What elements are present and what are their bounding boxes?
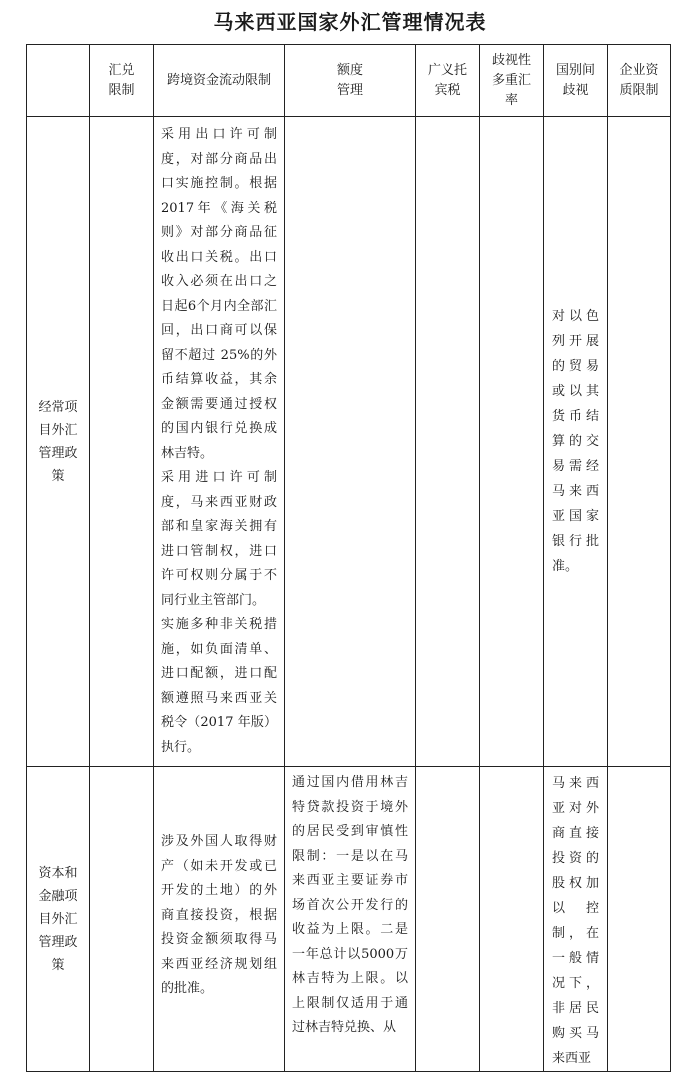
- header-cross-border-flow: [154, 45, 285, 117]
- quota-text: 通过国内借用林吉特贷款投资于境外的居民受到审慎性限制：一是以在马来西亚主要证券市场首次公开发行的收益为上限。二是一年总计以5000万林吉特为上限。以上限制仅适用于通过林吉特兑换、从: [292, 775, 408, 1035]
- text-line: 管理政: [38, 934, 78, 950]
- text-line: 歧视: [562, 82, 589, 98]
- text-line: 目外汇: [38, 911, 78, 927]
- cell-quota-management: [285, 767, 416, 1072]
- header-country-discrimination: [544, 45, 608, 117]
- text-line: 宾税: [434, 82, 461, 98]
- header-enterprise-qualification: [608, 45, 671, 117]
- text-line: 管理: [336, 82, 363, 98]
- cell-multiple-rates: [480, 117, 544, 767]
- forex-policy-table: [26, 44, 671, 1072]
- text-line: 管理政: [38, 445, 78, 461]
- cell-enterprise-qualification: [608, 117, 671, 767]
- text-line: 质限制: [619, 82, 659, 98]
- paragraph-non-tariff: 实施多种非关税措施，如负面清单、进口配额，进口配额遵照马来西亚关税令（2017 年版）执行。: [161, 617, 277, 755]
- text-line: 限制: [108, 82, 135, 98]
- text-line: 跨境资金流动限制: [166, 72, 271, 88]
- header-tobin-tax: [416, 45, 480, 117]
- text-line: 策: [51, 957, 65, 973]
- row-category: [27, 117, 90, 767]
- header-exchange-restriction: [90, 45, 154, 117]
- header-multiple-rates: [480, 45, 544, 117]
- text-line: 经常项: [38, 399, 78, 415]
- text-line: 率: [504, 92, 518, 108]
- cell-exchange-restriction: [90, 117, 154, 767]
- paragraph-export-control: 采用出口许可制度，对部分商品出口实施控制。根据2017年《海关税则》对部分商品征收出口关税。出口收入必须在出口之日起6个月内全部汇回，出口商可以保留不超过 25%的外币结算收益，其余金额需要通过授权的国内银行兑换成林吉特。: [161, 127, 277, 461]
- text-line: 多重汇: [491, 72, 531, 88]
- cell-country-discrimination: [544, 767, 608, 1072]
- cell-multiple-rates: [480, 767, 544, 1072]
- text-line: 资本和: [38, 865, 78, 881]
- text-line: 金融项: [38, 888, 78, 904]
- header-quota-management: [285, 45, 416, 117]
- cell-quota-management: [285, 117, 416, 767]
- table-row-capital-account: [27, 767, 671, 1072]
- text-line: 额度: [336, 62, 363, 78]
- header-empty: [27, 45, 90, 117]
- page-title: 马来西亚国家外汇管理情况表: [213, 10, 487, 34]
- text-line: 国别间: [555, 62, 595, 78]
- row-category: [27, 767, 90, 1072]
- cell-country-discrimination: [544, 117, 608, 767]
- cell-tobin-tax: [416, 767, 480, 1072]
- cell-tobin-tax: [416, 117, 480, 767]
- cell-cross-border-flow: [154, 117, 285, 767]
- paragraph-import-license: 采用进口许可制度，马来西亚财政部和皇家海关拥有进口管制权，进口许可权则分属于不同行业主管部门。: [161, 470, 277, 608]
- table-header-row: [27, 45, 671, 117]
- text-line: 目外汇: [38, 422, 78, 438]
- text-line: 广义托: [427, 62, 467, 78]
- cell-enterprise-qualification: [608, 767, 671, 1072]
- cell-exchange-restriction: [90, 767, 154, 1072]
- text-line: 汇兑: [108, 62, 135, 78]
- country-discrimination-text: 对以色列开展的贸易或以其货币结算的交易需经马来西亚国家银行批准。: [552, 309, 599, 574]
- text-line: 企业资: [619, 62, 659, 78]
- text-line: 歧视性: [491, 52, 531, 68]
- table-row-current-account: [27, 117, 671, 767]
- paragraph-fdi-approval: 涉及外国人取得财产（如未开发或已开发的土地）的外商直接投资，根据投资金额须取得马来西亚经济规划组的批准。: [161, 834, 277, 997]
- cell-cross-border-flow: [154, 767, 285, 1072]
- text-line: 策: [51, 468, 65, 484]
- country-discrimination-text: 马来西亚对外商直接投资的股权加以控制，在一般情况下，非居民购买马来西亚: [552, 776, 599, 1066]
